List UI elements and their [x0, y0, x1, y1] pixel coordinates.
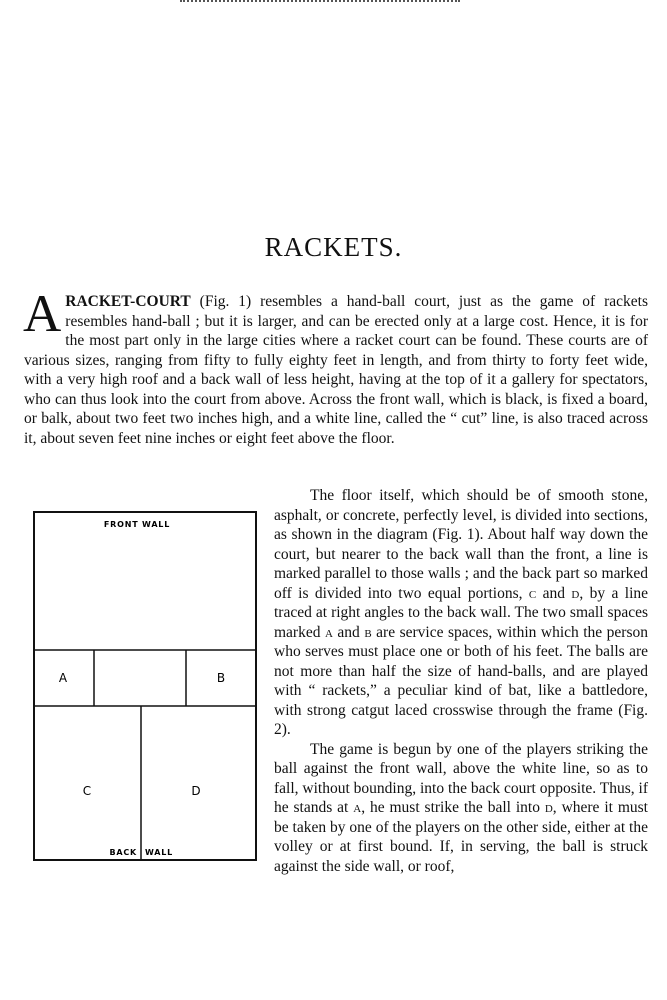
- floor-space-d: d: [571, 584, 580, 602]
- floor-space-a: a: [324, 623, 333, 641]
- floor-space-c: c: [528, 584, 537, 602]
- floor-text-and-2: and: [332, 623, 365, 641]
- space-a-label: A: [58, 671, 68, 685]
- floor-text-2: , by a line traced at right angles to the back wall. The two small spaces marked: [274, 584, 649, 641]
- court-diagram-svg: [32, 506, 258, 874]
- game-space-d: d: [544, 799, 553, 816]
- court-outline: [34, 512, 256, 860]
- lead-phrase: RACKET-COURT: [65, 293, 191, 310]
- game-text-1: The game is begun by one of the players striking the ball against the front wall, above the white line, so as to fall, without bounding, into the back court opposite. Thus, if he stands at: [274, 740, 648, 816]
- space-c-label: C: [82, 784, 92, 798]
- game-space-a: a: [353, 799, 362, 816]
- game-text-2: , he must strike the ball into: [361, 799, 545, 816]
- header-rule: [180, 0, 460, 4]
- floor-space-b: b: [364, 623, 372, 641]
- back-wall-label-left: BACK: [109, 848, 137, 857]
- floor-text-3: are service spaces, within which the person who serves must place one or both of his feet. The balls are not more than half the size of hand-balls, and are played with “ rackets,” a peculiar kind of bat, like a battledore, with strong catgut laced crosswise through the frame (Fig. 2).: [274, 623, 649, 738]
- floor-body: [24, 486, 648, 876]
- drop-cap: A: [23, 285, 62, 343]
- floor-text-and-1: and: [536, 584, 572, 602]
- space-d-label: D: [191, 784, 201, 798]
- paragraph-intro: [23, 285, 648, 448]
- page-title: RACKETS.: [264, 232, 403, 262]
- floor-paragraph-body: [24, 486, 648, 876]
- floor-text-1: The floor itself, which should be of smooth stone, asphalt, or concrete, perfectly level, is divided into sections, as shown in the diagram (Fig. 1). About half way down the court, but nearer to the back wall than the front, a line is marked parallel to those walls ; and the back part so marked off is divided into two equal portions,: [274, 487, 648, 602]
- front-wall-label: FRONT WALL: [103, 520, 171, 529]
- space-b-label: B: [216, 671, 226, 685]
- game-text-3: , where it must be taken by one of the players on the other side, either at the volley or at first bound. If, in serving, the ball is struck against the side wall, or roof,: [274, 799, 648, 875]
- back-wall-label-right: WALL: [145, 848, 174, 857]
- intro-text: (Fig. 1) resembles a hand-ball court, just as the game of rackets resembles hand-ball ; but it is larger, and can be erected only at a large cost. Hence, it is for the most part only in the large cities where a racket court can be found. These courts are of various sizes, ranging from fifty to fully eighty feet in length, and from thirty to forty feet wide, with a very high roof and a back wall of less height, having at the top of it a gallery for spectators, who can thus look into the court from above. Across the front wall, which is black, is fixed a board, or balk, about two feet two inches high, and a white line, called the “ cut” line, is also traced across it, about seven feet nine inches or eight feet above the floor.: [24, 293, 648, 447]
- court-diagram: [32, 506, 258, 874]
